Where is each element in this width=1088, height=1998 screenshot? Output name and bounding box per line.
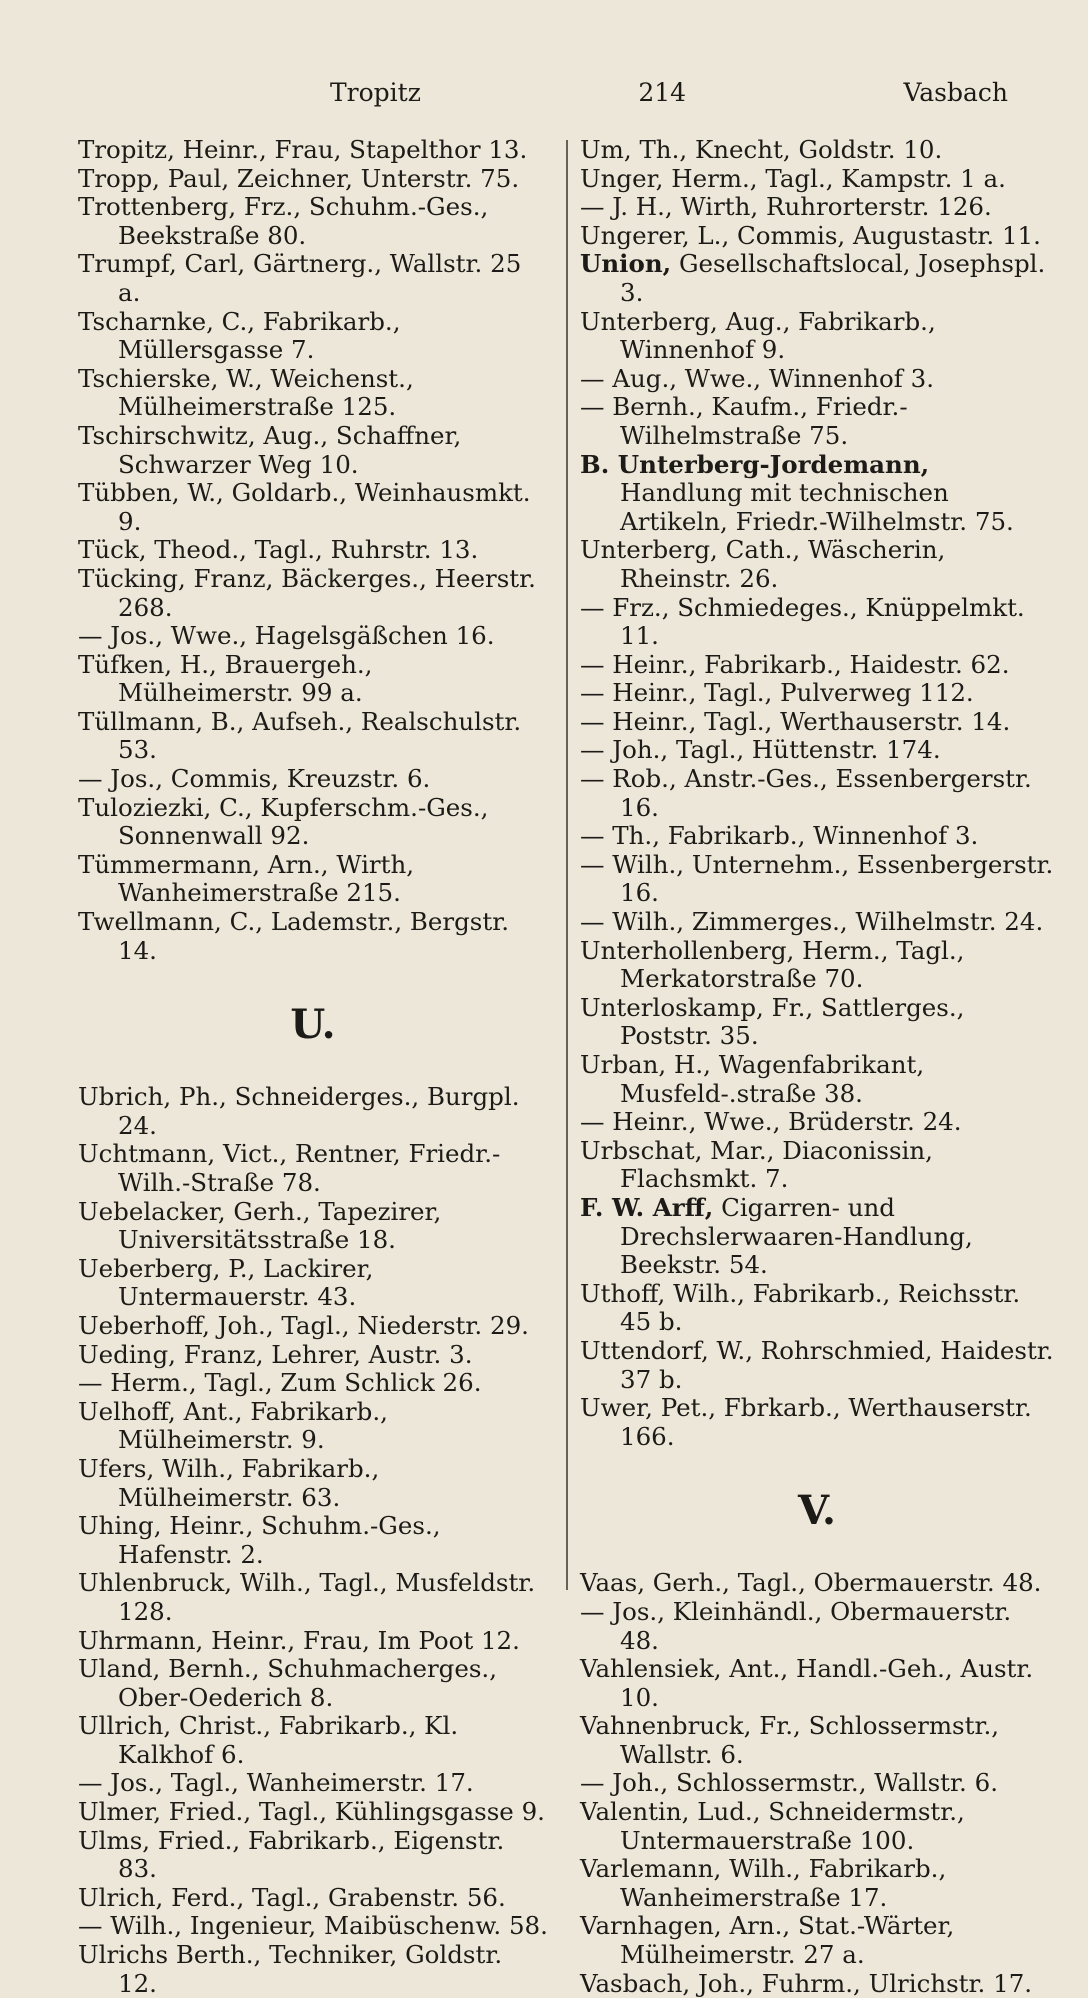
section-letter-v: V. [798, 1487, 836, 1535]
directory-entry: Unger, Herm., Tagl., Kampstr. 1 a. [580, 163, 1006, 193]
advert-arff-name: F. W. Arff, [580, 1192, 714, 1222]
directory-entry: Tübben, W., Goldarb., Weinhausmkt. 9. [78, 478, 531, 536]
directory-entry: — J. H., Wirth, Ruhrorterstr. 126. [580, 192, 992, 222]
directory-entry: Uhlenbruck, Wilh., Tagl., Musfeldstr. 128. [78, 1568, 536, 1626]
directory-entry: Vahlensiek, Ant., Handl.-Geh., Austr. 10. [580, 1654, 1034, 1712]
directory-entry: Tüllmann, B., Aufseh., Realschulstr. 53. [78, 706, 522, 765]
header-first-name: Tropitz [330, 77, 421, 107]
directory-entry: — Joh., Schlossermstr., Wallstr. 6. [580, 1768, 998, 1798]
left-entries-u [78, 1083, 548, 1998]
directory-entry: Tscharnke, C., Fabrikarb., Müllersgasse 7. [78, 306, 401, 365]
directory-entry: — Aug., Wwe., Winnenhof 3. [580, 363, 935, 393]
directory-entry: Um, Th., Knecht, Goldstr. 10. [580, 135, 943, 164]
left-column [78, 136, 548, 1998]
right-column [580, 136, 1054, 1998]
directory-entry: Ufers, Wilh., Fabrikarb., Mülheimerstr. 63. [78, 1453, 380, 1512]
header-last-name: Vasbach [903, 77, 1008, 107]
directory-entry: Uhing, Heinr., Schuhm.-Ges., Hafenstr. 2. [78, 1511, 441, 1569]
directory-entry: Uland, Bernh., Schuhmacherges., Ober-Oederich 8. [78, 1654, 497, 1712]
directory-entry: — Jos., Commis, Kreuzstr. 6. [78, 764, 431, 794]
advert-unterberg-jordemann [580, 451, 1054, 537]
advert-arff-details: Cigarren- und Drechslerwaaren-Handlung, Beekstr. 54. [620, 1192, 973, 1280]
directory-entry: Ullrich, Christ., Fabrikarb., Kl. Kalkhof 6. [78, 1711, 459, 1769]
directory-entry: Tüfken, H., Brauergeh., Mülheimerstr. 99 a. [78, 649, 373, 708]
directory-entry: Uchtmann, Vict., Rentner, Friedr.-Wilh.-Straße 78. [78, 1139, 501, 1197]
directory-entry: — Frz., Schmiedeges., Knüppelmkt. 11. [580, 592, 1025, 651]
directory-entry: Ulmer, Fried., Tagl., Kühlingsgasse 9. [78, 1797, 545, 1827]
advert-unterberg-name: B. Unterberg-Jordemann, [580, 449, 930, 479]
directory-entry: Vahnenbruck, Fr., Schlossermstr., Wallstr. 6. [580, 1711, 1000, 1769]
directory-entry: Tschirschwitz, Aug., Schaffner, Schwarzer Weg 10. [78, 420, 462, 479]
directory-entry: Valentin, Lud., Schneidermstr., Untermauerstraße 100. [580, 1797, 965, 1855]
directory-entry: — Wilh., Zimmerges., Wilhelmstr. 24. [580, 907, 1044, 937]
directory-entry: Uwer, Pet., Fbrkarb., Werthauserstr. 166. [580, 1393, 1032, 1451]
left-entries-t [78, 136, 548, 965]
directory-entry: — Wilh., Unternehm., Essenbergerstr. 16. [580, 849, 1054, 908]
directory-entry: Tück, Theod., Tagl., Ruhrstr. 13. [78, 535, 479, 565]
right-entries-unterberg-2 [580, 536, 1054, 1194]
directory-entry: — Joh., Tagl., Hüttenstr. 174. [580, 735, 941, 765]
union-entry [580, 250, 1054, 307]
directory-entry: — Heinr., Tagl., Werthauserstr. 14. [580, 706, 1011, 736]
right-entries-uthoff [580, 1280, 1054, 1452]
directory-entry: Tropp, Paul, Zeichner, Unterstr. 75. [78, 163, 520, 193]
directory-entry: — Heinr., Wwe., Brüderstr. 24. [580, 1107, 962, 1137]
directory-entry: Vasbach, Joh., Fuhrm., Ulrichstr. 17. [580, 1968, 1033, 1998]
directory-entry: — Heinr., Tagl., Pulverweg 112. [580, 678, 974, 708]
right-entries-unterberg [580, 308, 1054, 451]
directory-entry: Tümmermann, Arn., Wirth, Wanheimerstraße 215. [78, 849, 415, 908]
right-entries-v [580, 1569, 1054, 1998]
directory-entry: Unterberg, Cath., Wäscherin, Rheinstr. 26. [580, 535, 946, 593]
directory-entry: Unterberg, Aug., Fabrikarb., Winnenhof 9. [580, 306, 936, 365]
union-details: Gesellschaftslocal, Josephspl. 3. [620, 249, 1046, 307]
directory-entry: Varlemann, Wilh., Fabrikarb., Wanheimerstraße 17. [580, 1854, 947, 1912]
directory-entry: — Jos., Kleinhändl., Obermauerstr. 48. [580, 1596, 1012, 1655]
directory-entry: Ueding, Franz, Lehrer, Austr. 3. [78, 1339, 473, 1369]
directory-entry: — Th., Fabrikarb., Winnenhof 3. [580, 821, 979, 851]
directory-entry: Uttendorf, W., Rohrschmied, Haidestr. 37 b. [580, 1335, 1054, 1394]
directory-entry: Uelhoff, Ant., Fabrikarb., Mülheimerstr. 9. [78, 1396, 388, 1455]
directory-entry: Twellmann, C., Lademstr., Bergstr. 14. [78, 907, 510, 965]
directory-entry: Urbschat, Mar., Diaconissin, Flachsmkt. 7. [580, 1135, 933, 1194]
directory-entry: Trottenberg, Frz., Schuhm.-Ges., Beekstraße 80. [78, 192, 489, 250]
directory-entry: Ueberberg, P., Lackirer, Untermauerstr. 43. [78, 1253, 374, 1312]
directory-entry: — Herm., Tagl., Zum Schlick 26. [78, 1368, 482, 1398]
directory-entry: Varnhagen, Arn., Stat.-Wärter, Mülheimerstr. 27 a. [580, 1911, 955, 1970]
directory-entry: — Jos., Tagl., Wanheimerstr. 17. [78, 1768, 474, 1798]
directory-entry: Unterhollenberg, Herm., Tagl., Merkatorstraße 70. [580, 935, 965, 994]
directory-entry: Uebelacker, Gerh., Tapezirer, Universitätsstraße 18. [78, 1196, 442, 1255]
directory-entry: Ueberhoff, Joh., Tagl., Niederstr. 29. [78, 1310, 529, 1340]
directory-entry: Tschierske, W., Weichenst., Mülheimerstraße 125. [78, 363, 414, 422]
directory-entry: — Bernh., Kaufm., Friedr.-Wilhelmstraße 75. [580, 392, 908, 450]
directory-entry: Tropitz, Heinr., Frau, Stapelthor 13. [78, 135, 528, 164]
directory-entry: — Heinr., Fabrikarb., Haidestr. 62. [580, 649, 1010, 679]
directory-entry: Unterloskamp, Fr., Sattlerges., Poststr. 35. [580, 992, 965, 1051]
directory-entry: Ulrich, Ferd., Tagl., Grabenstr. 56. [78, 1882, 506, 1912]
directory-entry: — Jos., Wwe., Hagelsgäßchen 16. [78, 621, 495, 651]
advert-unterberg-details: Handlung mit technischen Artikeln, Friedr.-Wilhelmstr. 75. [620, 478, 1014, 536]
directory-entry: Uhrmann, Heinr., Frau, Im Poot 12. [78, 1625, 520, 1655]
directory-entry: Uthoff, Wilh., Fabrikarb., Reichsstr. 45 b. [580, 1278, 1021, 1337]
directory-entry: Tuloziezki, C., Kupferschm.-Ges., Sonnenwall 92. [78, 792, 489, 851]
right-entries-um [580, 136, 1054, 250]
directory-entry: — Rob., Anstr.-Ges., Essenbergerstr. 16. [580, 764, 1032, 822]
directory-entry: Ulrichs Berth., Techniker, Goldstr. 12. [78, 1940, 503, 1998]
directory-entry: Urban, H., Wagenfabrikant, Musfeld-.straße 38. [580, 1050, 925, 1108]
directory-entry: Ulms, Fried., Fabrikarb., Eigenstr. 83. [78, 1825, 505, 1884]
directory-entry: Ungerer, L., Commis, Augustastr. 11. [580, 220, 1041, 250]
directory-entry: Trumpf, Carl, Gärtnerg., Wallstr. 25 a. [78, 249, 522, 307]
page-number: 214 [638, 77, 687, 107]
union-name: Union, [580, 249, 672, 279]
section-letter-u: U. [290, 1001, 336, 1049]
directory-entry: — Wilh., Ingenieur, Maibüschenw. 58. [78, 1911, 548, 1941]
advert-arff [580, 1194, 1054, 1280]
directory-entry: Ubrich, Ph., Schneiderges., Burgpl. 24. [78, 1082, 520, 1140]
page-header [80, 72, 1008, 112]
column-divider [566, 140, 568, 1590]
directory-entry: Vaas, Gerh., Tagl., Obermauerstr. 48. [580, 1568, 1042, 1598]
directory-entry: Tücking, Franz, Bäckerges., Heerstr. 268. [78, 563, 536, 622]
